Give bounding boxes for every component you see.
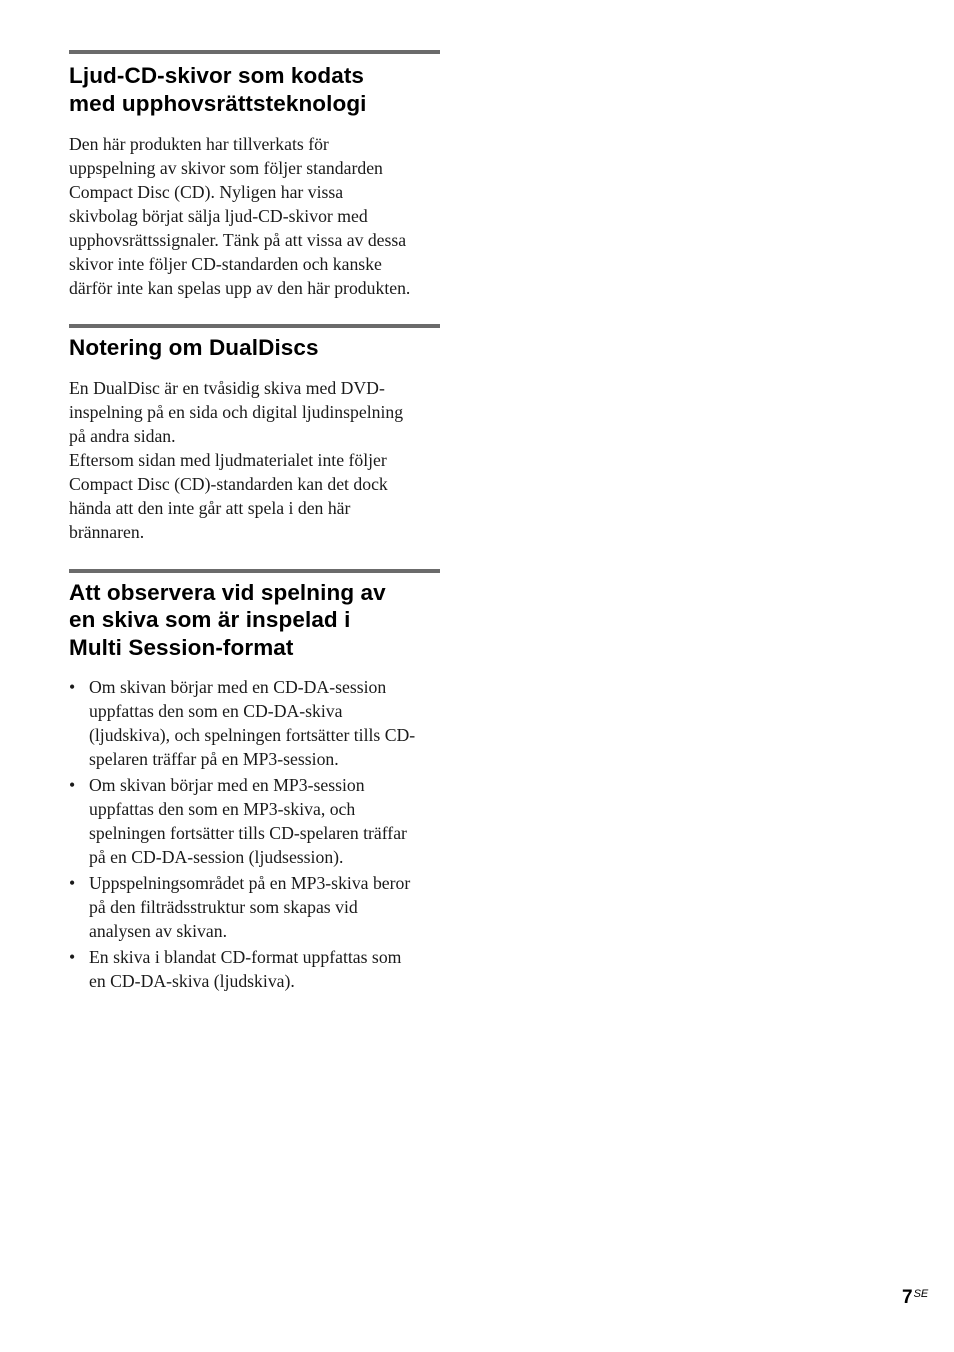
bullet-line: spelningen fortsätter tills CD-spelaren träffar (89, 823, 407, 843)
body-line: inspelning på en sida och digital ljudinspelning (69, 401, 404, 422)
bullet-icon: • (69, 677, 76, 697)
section-body (69, 376, 441, 544)
section-multi-session (69, 569, 441, 994)
bullet-item (69, 675, 441, 771)
body-line: hända att den inte går att spela i den här (69, 497, 351, 518)
body-line: Compact Disc (CD)-standarden kan det dock (69, 473, 388, 494)
section-divider (69, 569, 440, 573)
body-line: uppspelning av skivor som följer standarden (69, 158, 383, 178)
bullet-icon: • (69, 873, 76, 893)
section-body (69, 675, 441, 993)
section-divider (69, 50, 440, 54)
bullet-line: Om skivan börjar med en MP3-session (89, 775, 365, 795)
page-language-suffix: SE (913, 1288, 929, 1300)
bullet-icon: • (69, 947, 76, 967)
section-body (69, 132, 441, 300)
bullet-line: uppfattas den som en CD-DA-skiva (89, 701, 343, 721)
body-line: Compact Disc (CD). Nyligen har vissa (69, 182, 344, 202)
heading-line: Ljud-CD-skivor som kodats (69, 63, 365, 88)
bullet-line: på en CD-DA-session (ljudsession). (89, 847, 344, 867)
body-line: på andra sidan. (69, 425, 176, 446)
section-heading (69, 334, 441, 362)
content-column (69, 50, 441, 995)
heading-line: Notering om DualDiscs (69, 335, 319, 360)
bullet-line: Uppspelningsområdet på en MP3-skiva beror (89, 873, 411, 893)
section-heading (69, 579, 441, 662)
bullet-line: en CD-DA-skiva (ljudskiva). (89, 971, 295, 991)
page-number-value: 7 (902, 1287, 913, 1308)
bullet-item (69, 773, 441, 869)
body-line: brännaren. (69, 521, 145, 542)
section-heading (69, 62, 441, 117)
body-line: upphovsrättssignaler. Tänk på att vissa av dessa (69, 230, 407, 250)
body-line: skivor inte följer CD-standarden och kanske (69, 254, 382, 274)
section-dualdiscs (69, 324, 441, 544)
body-line: En DualDisc är en tvåsidig skiva med DVD- (69, 377, 385, 398)
bullet-line: (ljudskiva), och spelningen fortsätter tills CD- (89, 725, 416, 745)
bullet-icon: • (69, 775, 76, 795)
bullet-list (69, 675, 441, 993)
bullet-line: uppfattas den som en MP3-skiva, och (89, 799, 356, 819)
body-line: skivbolag börjat sälja ljud-CD-skivor med (69, 206, 368, 226)
section-divider (69, 324, 440, 328)
body-line: Den här produkten har tillverkats för (69, 134, 329, 154)
body-line: därför inte kan spelas upp av den här produkten. (69, 278, 411, 298)
section-copyright-cds (69, 50, 441, 300)
bullet-item (69, 945, 441, 993)
heading-line: en skiva som är inspelad i (69, 607, 351, 632)
bullet-line: spelaren träffar på en MP3-session. (89, 749, 339, 769)
heading-line: med upphovsrättsteknologi (69, 90, 367, 116)
bullet-line: på den filträdsstruktur som skapas vid (89, 897, 358, 917)
page-number (902, 1282, 928, 1310)
heading-line: Att observera vid spelning av (69, 579, 386, 605)
bullet-line: Om skivan börjar med en CD-DA-session (89, 677, 387, 697)
heading-line: Multi Session-format (69, 634, 294, 660)
body-line: Eftersom sidan med ljudmaterialet inte följer (69, 449, 387, 470)
bullet-line: analysen av skivan. (89, 921, 228, 941)
bullet-item (69, 871, 441, 943)
bullet-line: En skiva i blandat CD-format uppfattas som (89, 947, 402, 967)
